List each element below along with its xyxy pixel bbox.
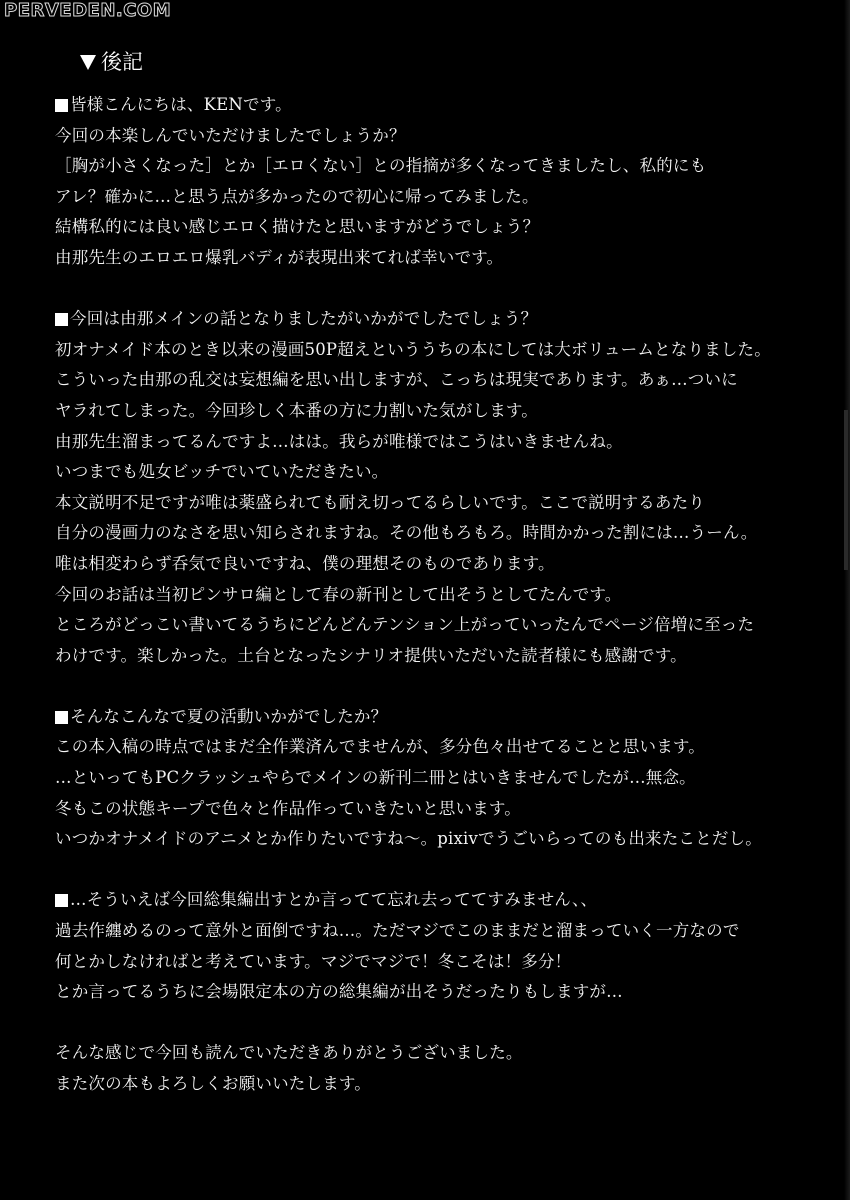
- section-gap: [55, 671, 815, 702]
- section-first-line: [55, 304, 815, 335]
- page-edge: [844, 0, 850, 1200]
- heading-text: 後記: [101, 50, 143, 74]
- square-bullet-icon: [55, 711, 68, 724]
- section-gap: [55, 855, 815, 886]
- paragraph-line: [55, 763, 815, 794]
- site-watermark: PERVEDEN.COM: [4, 0, 172, 21]
- paragraph-line: [55, 427, 815, 458]
- paragraph-line: [55, 182, 815, 213]
- paragraph-line: [55, 518, 815, 549]
- paragraph-line: [55, 824, 815, 855]
- line-text: そんなこんなで夏の活動いかがでしたか？: [70, 706, 388, 726]
- line-text: 本文説明不足ですが唯は薬盛られても耐え切ってるらしいです。ここで説明するあたり: [55, 492, 705, 512]
- paragraph-line: [55, 916, 815, 947]
- square-bullet-icon: [55, 99, 68, 112]
- line-text: ［胸が小さくなった］とか［エロくない］との指摘が多くなってきましたし、私的にも: [55, 156, 707, 176]
- line-text: ヤラれてしまった。今回珍しく本番の方に力割いた気がします。: [55, 400, 538, 420]
- line-text: 由那先生溜まってるんですよ…はは。我らが唯様ではこうはいきませんね。: [55, 431, 623, 451]
- paragraph-line: [55, 580, 815, 611]
- line-text: 結構私的には良い感じエロく描けたと思いますがどうでしょう？: [55, 217, 540, 237]
- line-text: 自分の漫画力のなさを思い知らされますね。その他もろもろ。時間かかった割には…うーん。: [55, 523, 758, 543]
- line-text: 何とかしなければと考えています。マジでマジで！冬こそは！多分！: [55, 951, 572, 971]
- line-text: 冬もこの状態キープで色々と作品作っていきたいと思います。: [55, 798, 521, 818]
- line-text: 今回のお話は当初ピンサロ編として春の新刊として出そうとしてたんです。: [55, 584, 622, 604]
- paragraph-line: [55, 243, 815, 274]
- paragraph-line: [55, 947, 815, 978]
- paragraph-line: [55, 121, 815, 152]
- section-first-line: [55, 90, 815, 121]
- section-gap: [55, 274, 815, 305]
- line-text: 今回の本楽しんでいただけましたでしょうか？: [55, 125, 406, 145]
- line-text: …そういえば今回総集編出すとか言ってて忘れ去っててすみません、、: [70, 890, 598, 910]
- paragraph-line: [55, 641, 815, 672]
- line-text: こういった由那の乱交は妄想編を思い出しますが、こっちは現実であります。あぁ…ついに: [55, 370, 738, 390]
- section-gap: [55, 1008, 815, 1039]
- line-text: いつまでも処女ビッチでいていただきたい。: [55, 462, 389, 482]
- afterword-body: [55, 90, 815, 1100]
- paragraph-line: [55, 365, 815, 396]
- line-text: とか言ってるうちに会場限定本の方の総集編が出そうだったりもしますが…: [55, 982, 623, 1002]
- paragraph-line: [55, 732, 815, 763]
- line-text: 今回は由那メインの話となりましたがいかがでしたでしょう？: [70, 309, 538, 329]
- paragraph-line: [55, 488, 815, 519]
- line-text: わけです。楽しかった。土台となったシナリオ提供いただいた読者様にも感謝です。: [55, 645, 687, 665]
- line-text: いつかオナメイドのアニメとか作りたいですね～。pixivでうごいらってのも出来たことだし。: [55, 829, 762, 849]
- afterword-heading: [80, 46, 143, 76]
- paragraph-line: [55, 396, 815, 427]
- line-text: …といってもPCクラッシュやらでメインの新刊二冊とはいきませんでしたが…無念。: [55, 768, 696, 788]
- page-edge-mark: [844, 410, 848, 570]
- line-text: また次の本もよろしくお願いいたします。: [55, 1074, 371, 1093]
- square-bullet-icon: [55, 313, 68, 326]
- square-bullet-icon: [55, 894, 68, 907]
- paragraph-line: [55, 977, 815, 1008]
- down-triangle-icon: [80, 55, 96, 70]
- paragraph-line: [55, 335, 815, 366]
- paragraph-line: [55, 212, 815, 243]
- line-text: 由那先生のエロエロ爆乳バディが表現出来てれば幸いです。: [55, 247, 504, 267]
- line-text: 唯は相変わらず呑気で良いですね、僕の理想そのものであります。: [55, 553, 555, 573]
- line-text: この本入稿の時点ではまだ全作業済んでませんが、多分色々出せてることと思います。: [55, 737, 705, 757]
- paragraph-line: [55, 457, 815, 488]
- paragraph-line: [55, 794, 815, 825]
- line-text: 過去作纏めるのって意外と面倒ですね…。ただマジでこのままだと溜まっていく一方なので: [55, 921, 740, 941]
- paragraph-line: [55, 151, 815, 182]
- line-text: 初オナメイド本のとき以来の漫画50P超えといううちの本にしては大ボリュームとなりました。: [55, 339, 771, 359]
- line-text: ところがどっこい書いてるうちにどんどんテンション上がっていったんでページ倍増に至った: [55, 615, 755, 635]
- section-first-line: [55, 702, 815, 733]
- paragraph-line: [55, 610, 815, 641]
- section-first-line: [55, 1038, 815, 1069]
- paragraph-line: [55, 1069, 815, 1100]
- line-text: 皆様こんにちは、KENです。: [70, 95, 292, 114]
- line-text: アレ？確かに…と思う点が多かったので初心に帰ってみました。: [55, 186, 539, 206]
- line-text: そんな感じで今回も読んでいただきありがとうございました。: [55, 1043, 523, 1063]
- paragraph-line: [55, 549, 815, 580]
- section-first-line: [55, 885, 815, 916]
